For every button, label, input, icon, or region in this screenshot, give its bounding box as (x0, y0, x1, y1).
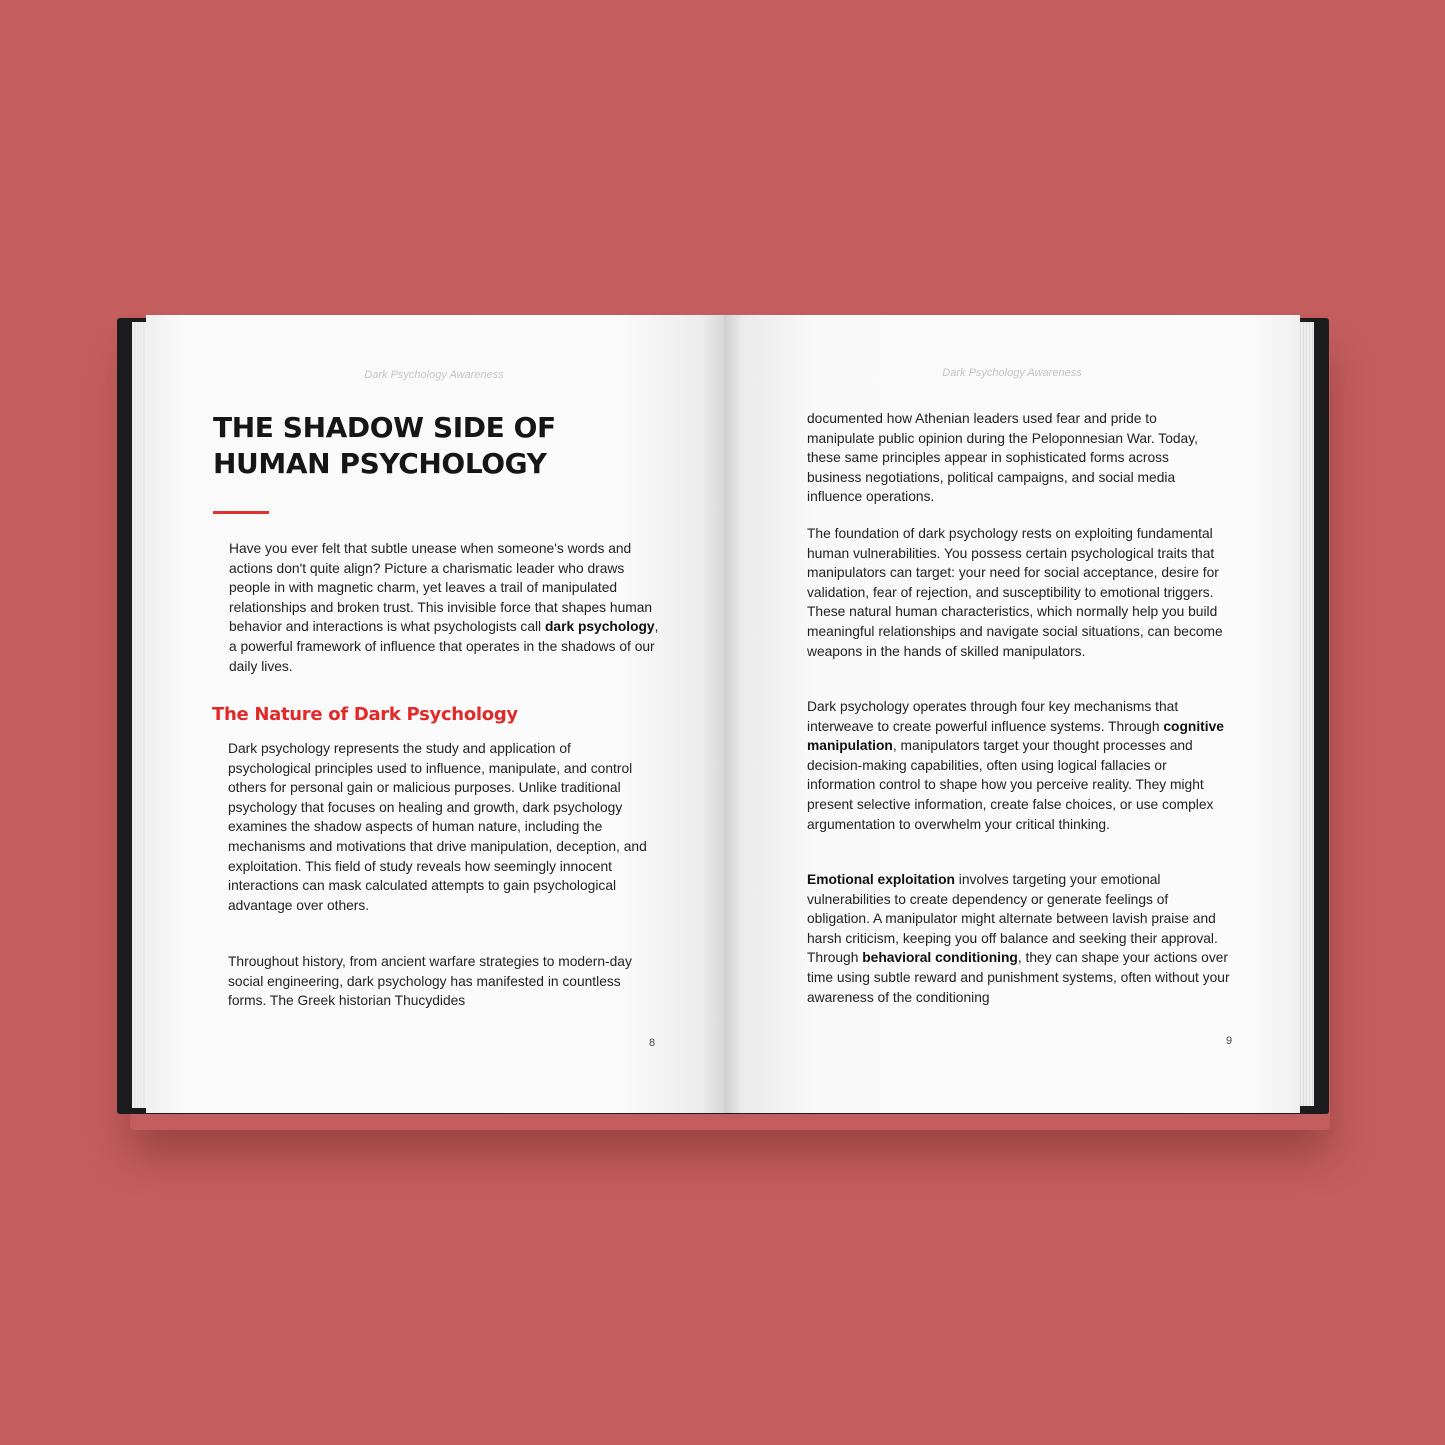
page-number-left: 8 (649, 1037, 656, 1049)
left-page (146, 315, 724, 1113)
para5-text-end: , manipulators target your thought processes and decision-making capabilities, often using logical fallacies or information control to shape how you perceive reality. They might present selective information, create false choices, or use complex argumentation to overwhelm your critical thinking. (807, 738, 1214, 832)
body-paragraph-4: The foundation of dark psychology rests on exploiting fundamental human vulnerabilities. You possess certain psychological traits that manipulators can target: your need for social acceptance, desire for validation, fear of rejection, and susceptibility to emotional triggers. These natural human characteristics, which normally help you build meaningful relationships and navigate social situations, can become weapons in the hands of skilled manipulators. (807, 526, 1223, 659)
body-paragraph-1: Dark psychology represents the study and application of psychological principles used to influence, manipulate, and control others for personal gain or malicious purposes. Unlike traditional psychology that focuses on healing and growth, dark psychology examines the shadow aspects of human nature, including the mechanisms and motivations that drive manipulation, deception, and exploitation. This field of study reveals how seemingly innocent interactions can mask calculated attempts to gain psychological advantage over others. (228, 741, 647, 913)
intro-bold-term: dark psychology (544, 619, 655, 635)
intro-paragraph (229, 539, 659, 676)
right-page (724, 315, 1300, 1113)
page-number-right: 9 (1226, 1035, 1233, 1047)
para5-text: Dark psychology operates through four key mechanisms that interweave to create powerful influence systems. Through (807, 699, 1179, 734)
page-edges-left (132, 322, 146, 1108)
para6-text: involves targeting your emotional vulnerabilities to create dependency or generate feelings of obligation. A manipulator might alternate between lavish praise and harsh criticism, keeping you off balance and seeking their approval. Through (807, 872, 1218, 966)
body-paragraph-3: documented how Athenian leaders used fear and pride to manipulate public opinion during the Peloponnesian War. Today, these same principles appear in sophisticated forms across business negotiations, political campaigns, and social media influence operations. (807, 411, 1198, 505)
para6-text-end: , they can shape your actions over time using subtle reward and punishment systems, often without your awareness of the conditioning (807, 950, 1230, 1005)
running-head-left: Dark Psychology Awareness (364, 369, 504, 381)
chapter-title: THE SHADOW SIDE OF HUMAN PSYCHOLOGY (213, 411, 556, 480)
running-head-right: Dark Psychology Awareness (942, 367, 1082, 379)
body-paragraph-2: Throughout history, from ancient warfare strategies to modern-day social engineering, dark psychology has manifested in countless forms. The Greek historian Thucydides (228, 954, 632, 1009)
bold-term-emotional: Emotional exploitation (807, 872, 955, 887)
body-paragraph-5 (807, 697, 1237, 834)
bold-term-cognitive: cognitive manipulation (807, 718, 1224, 754)
title-underline (213, 511, 269, 514)
page-edges-right (1300, 322, 1314, 1106)
section-heading: The Nature of Dark Psychology (212, 704, 518, 725)
intro-text-end: , a powerful framework of influence that operates in the shadows of our daily lives. (229, 619, 659, 674)
body-paragraph-6 (807, 870, 1232, 1007)
intro-text: Have you ever felt that subtle unease when someone's words and actions don't quite align? Picture a charismatic leader who draws people in with magnetic charm, yet leaves a trail of manipulated relationships and broken trust. This invisible force that shapes human behavior and interactions is what psychologists call (229, 541, 653, 635)
bold-term-behavioral: behavioral conditioning (862, 950, 1018, 966)
